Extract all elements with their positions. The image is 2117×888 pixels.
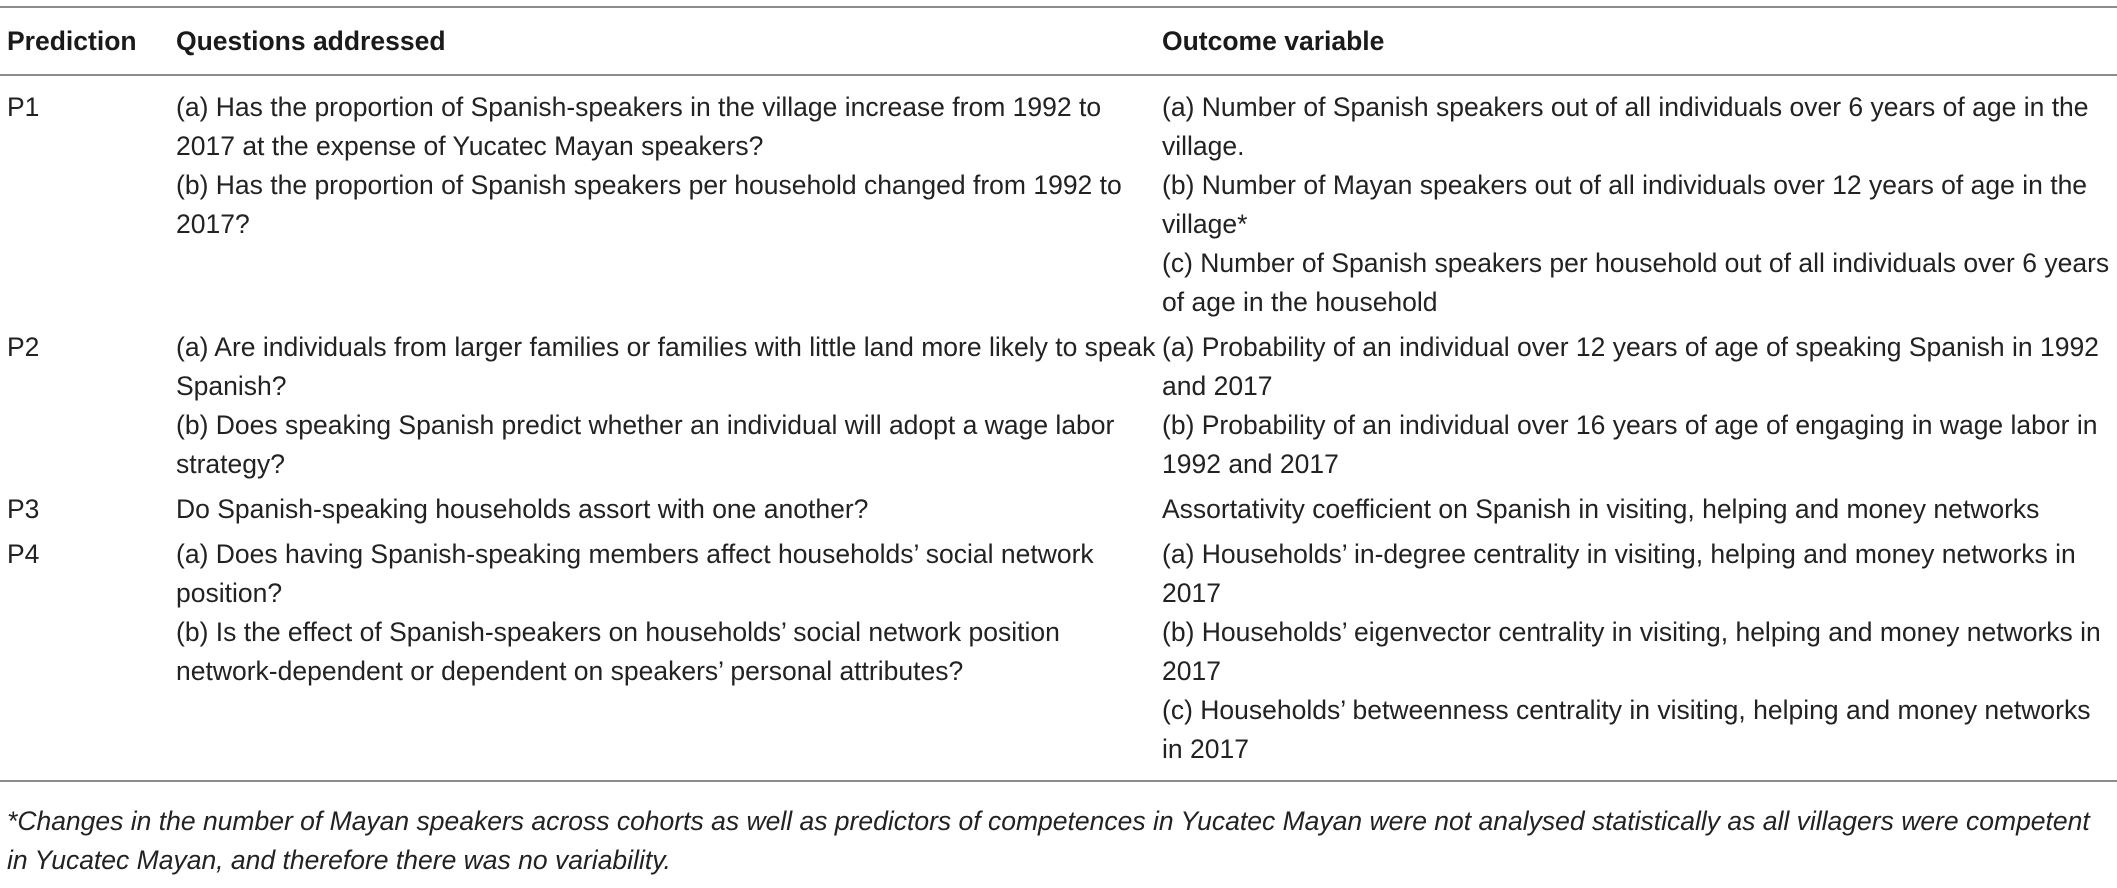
question-text: Do Spanish-speaking households assort with one another? xyxy=(176,494,869,524)
outcome-text: (a) Households’ in-degree centrality in visiting, helping and money networks in 2017 xyxy=(1162,539,2076,608)
outcome-text: (a) Number of Spanish speakers out of all individuals over 6 years of age in the village. xyxy=(1162,92,2089,161)
outcome-text: (c) Households’ betweenness centrality in visiting, helping and money networks in 2017 xyxy=(1162,695,2091,764)
question-text: (b) Does speaking Spanish predict whether an individual will adopt a wage labor strategy? xyxy=(176,410,1115,479)
table-row xyxy=(0,325,2117,487)
question-text: (b) Is the effect of Spanish-speakers on households’ social network position network-dependent or dependent on speakers’ personal attributes? xyxy=(176,617,1060,686)
table-row xyxy=(0,532,2117,781)
table-row xyxy=(0,487,2117,532)
prediction-cell: P1 xyxy=(7,92,40,122)
questions-cell xyxy=(176,325,1162,487)
questions-cell xyxy=(176,75,1162,325)
outcome-text: Assortativity coefficient on Spanish in visiting, helping and money networks xyxy=(1162,494,2040,524)
question-text: (a) Are individuals from larger families or families with little land more likely to speak Spanish? xyxy=(176,332,1156,401)
table-row xyxy=(0,75,2117,325)
predictions-table xyxy=(0,6,2117,782)
outcome-text: (a) Probability of an individual over 12 years of age of speaking Spanish in 1992 and 2017 xyxy=(1162,332,2099,401)
question-text: (a) Has the proportion of Spanish-speakers in the village increase from 1992 to 2017 at the expense of Yucatec Mayan speakers? xyxy=(176,92,1102,161)
outcome-cell xyxy=(1162,487,2117,532)
question-text: (b) Has the proportion of Spanish speakers per household changed from 1992 to 2017? xyxy=(176,170,1122,239)
prediction-cell: P4 xyxy=(7,539,40,569)
prediction-cell: P2 xyxy=(7,332,40,362)
questions-cell xyxy=(176,532,1162,781)
outcome-cell xyxy=(1162,75,2117,325)
header-prediction: Prediction xyxy=(7,25,137,56)
header-outcome: Outcome variable xyxy=(1162,25,1385,56)
outcome-text: (b) Probability of an individual over 16 years of age of engaging in wage labor in 1992 and 2017 xyxy=(1162,410,2098,479)
outcome-cell xyxy=(1162,532,2117,781)
outcome-cell xyxy=(1162,325,2117,487)
header-questions: Questions addressed xyxy=(176,25,446,56)
outcome-text: (b) Households’ eigenvector centrality in visiting, helping and money networks in 2017 xyxy=(1162,617,2101,686)
outcome-text: (b) Number of Mayan speakers out of all individuals over 12 years of age in the village* xyxy=(1162,170,2088,239)
prediction-cell: P3 xyxy=(7,494,40,524)
question-text: (a) Does having Spanish-speaking members affect households’ social network position? xyxy=(176,539,1094,608)
questions-cell xyxy=(176,487,1162,532)
outcome-text: (c) Number of Spanish speakers per household out of all individuals over 6 years of age in the household xyxy=(1162,248,2110,317)
table-footnote: *Changes in the number of Mayan speakers across cohorts as well as predictors of competences in Yucatec Mayan were not analysed statistically as all villagers were competent in Yucatec Mayan, and therefore there was no variability. xyxy=(7,806,2090,875)
header-row xyxy=(0,7,2117,75)
